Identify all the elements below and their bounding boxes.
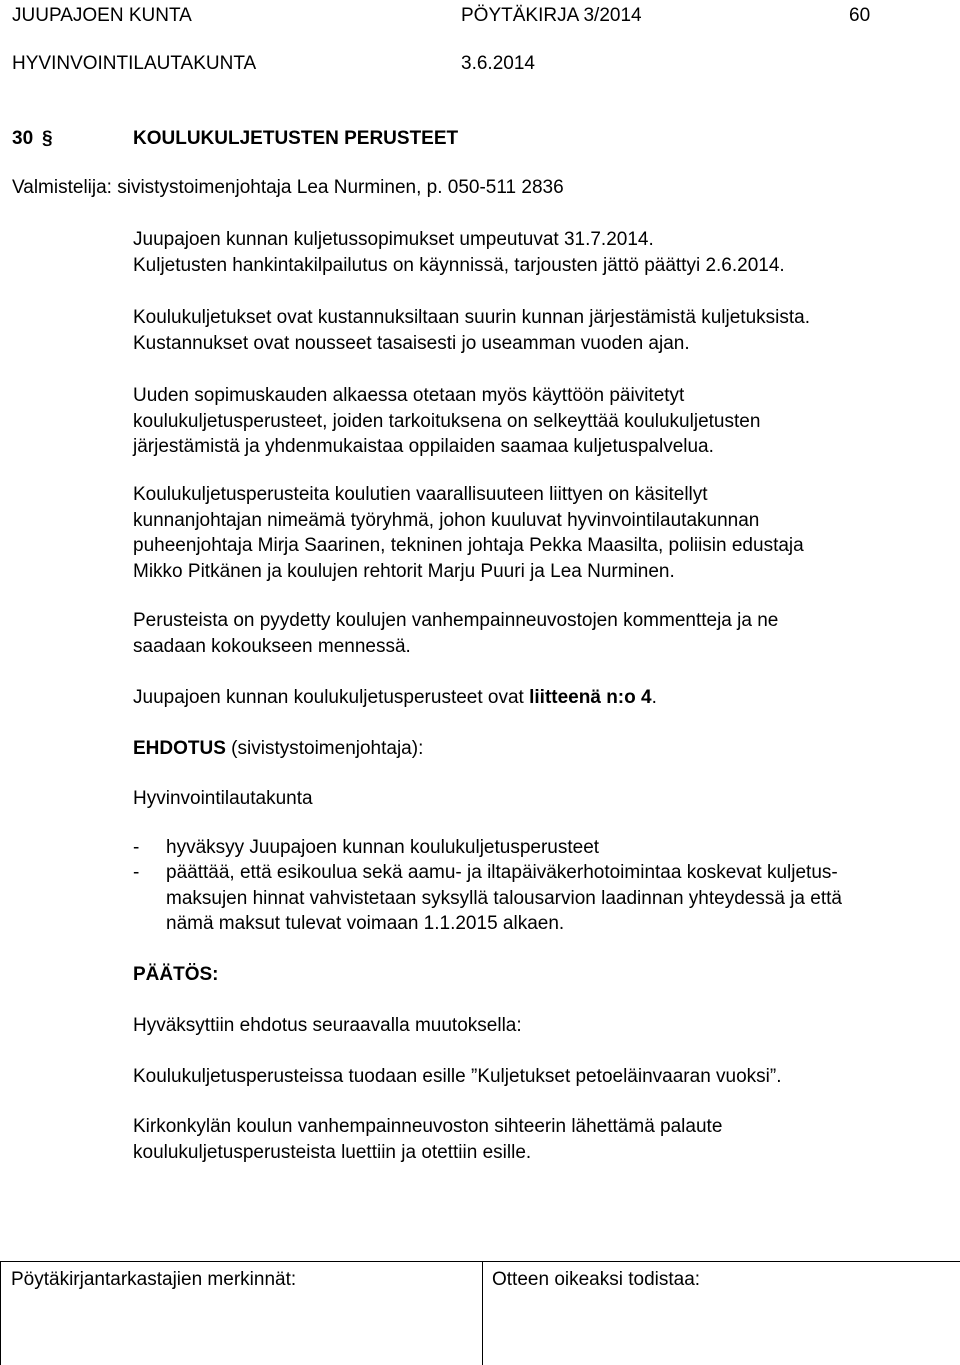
paragraph-contracts: [133, 227, 785, 278]
page-number: 60: [849, 5, 871, 26]
list-dash: -: [133, 862, 140, 883]
certified-label: Otteen oikeaksi todistaa:: [492, 1269, 701, 1290]
section-title: KOULUKULJETUSTEN PERUSTEET: [133, 128, 459, 149]
text-line: kunnanjohtajan nimeämä työryhmä, johon kuuluvat hyvinvointilautakunnan: [133, 509, 760, 531]
text-line: [133, 685, 657, 711]
text-line: Koulukuljetukset ovat kustannuksiltaan suurin kunnan järjestämistä kuljetuksista.: [133, 307, 810, 328]
decision-text: Hyväksyttiin ehdotus seuraavalla muutoksella:: [133, 1015, 522, 1036]
list-item-text-block: [166, 860, 842, 937]
certified-cell: [482, 1262, 960, 1365]
text-line: Kuljetusten hankintakilpailutus on käynnissä, tarjousten jättö päättyi 2.6.2014.: [133, 254, 785, 276]
reviewers-cell: [0, 1262, 481, 1365]
text-line: päättää, että esikoulua sekä aamu- ja iltapäiväkerhotoimintaa koskevat kuljetus-: [166, 862, 838, 883]
paragraph-working-group: [133, 482, 804, 584]
paragraph-comments: [133, 608, 778, 659]
decision-feedback: [133, 1114, 722, 1165]
decision-label: PÄÄTÖS:: [133, 964, 219, 985]
text-line: puheenjohtaja Mirja Saarinen, tekninen johtaja Pekka Maasilta, poliisin edustaja: [133, 535, 804, 556]
paragraph-costs: [133, 305, 810, 356]
text-line: maksujen hinnat vahvistetaan syksyllä talousarvion laadinnan yhteydessä ja että: [166, 887, 842, 909]
text-line: nämä maksut tulevat voimaan 1.1.2015 alkaen.: [166, 913, 565, 934]
text-line: Juupajoen kunnan kuljetussopimukset umpeutuvat 31.7.2014.: [133, 229, 654, 250]
document-type: PÖYTÄKIRJA 3/2014: [461, 5, 642, 26]
signature-table: [0, 1261, 960, 1365]
section-symbol: §: [42, 128, 53, 149]
text-line: Kustannukset ovat nousseet tasaisesti jo useamman vuoden ajan.: [133, 332, 690, 354]
list-dash: -: [133, 837, 140, 858]
reviewers-label: Pöytäkirjantarkastajien merkinnät:: [11, 1269, 297, 1290]
text-line: [133, 736, 423, 762]
appendix-reference: liitteenä n:o 4: [529, 687, 652, 708]
text-line: Koulukuljetusperusteita koulutien vaarallisuuteen liittyen on käsitellyt: [133, 484, 708, 505]
section-number: 30: [12, 128, 34, 149]
text-line: järjestämistä ja yhdenmukaistaa oppilaiden saamaa kuljetuspalvelua.: [133, 436, 714, 457]
text-line: Perusteista on pyydetty koulujen vanhempainneuvostojen kommentteja ja ne: [133, 610, 779, 631]
proposal-by: (sivistystoimenjohtaja):: [225, 738, 424, 759]
list-item-text: hyväksyy Juupajoen kunnan koulukuljetusperusteet: [166, 837, 600, 858]
appendix-text: Juupajoen kunnan koulukuljetusperusteet ovat: [133, 687, 530, 708]
paragraph-appendix: [133, 685, 657, 711]
committee-name: HYVINVOINTILAUTAKUNTA: [12, 53, 257, 74]
decision-change: Koulukuljetusperusteissa tuodaan esille ”Kuljetukset petoeläinvaaran vuoksi”.: [133, 1066, 782, 1087]
text-line: saadaan kokoukseen mennessä.: [133, 635, 411, 657]
text-line: koulukuljetusperusteet, joiden tarkoituksena on selkeyttää koulukuljetusten: [133, 410, 761, 432]
meeting-date: 3.6.2014: [461, 53, 535, 74]
proposal-body: Hyvinvointilautakunta: [133, 788, 313, 809]
text-line: Uuden sopimuskauden alkaessa otetaan myös käyttöön päivitetyt: [133, 385, 685, 406]
proposal-heading: [133, 736, 423, 762]
proposal-label: EHDOTUS: [133, 738, 226, 759]
text-line: Kirkonkylän koulun vanhempainneuvoston sihteerin lähettämä palaute: [133, 1116, 723, 1137]
appendix-period: .: [651, 687, 657, 708]
text-line: koulukuljetusperusteista luettiin ja otettiin esille.: [133, 1141, 532, 1163]
paragraph-new-criteria: [133, 383, 760, 460]
preparer-line: Valmistelija: sivistystoimenjohtaja Lea Nurminen, p. 050-511 2836: [12, 177, 564, 198]
text-line: Mikko Pitkänen ja koulujen rehtorit Marju Puuri ja Lea Nurminen.: [133, 560, 675, 582]
municipality-name: JUUPAJOEN KUNTA: [12, 5, 192, 26]
